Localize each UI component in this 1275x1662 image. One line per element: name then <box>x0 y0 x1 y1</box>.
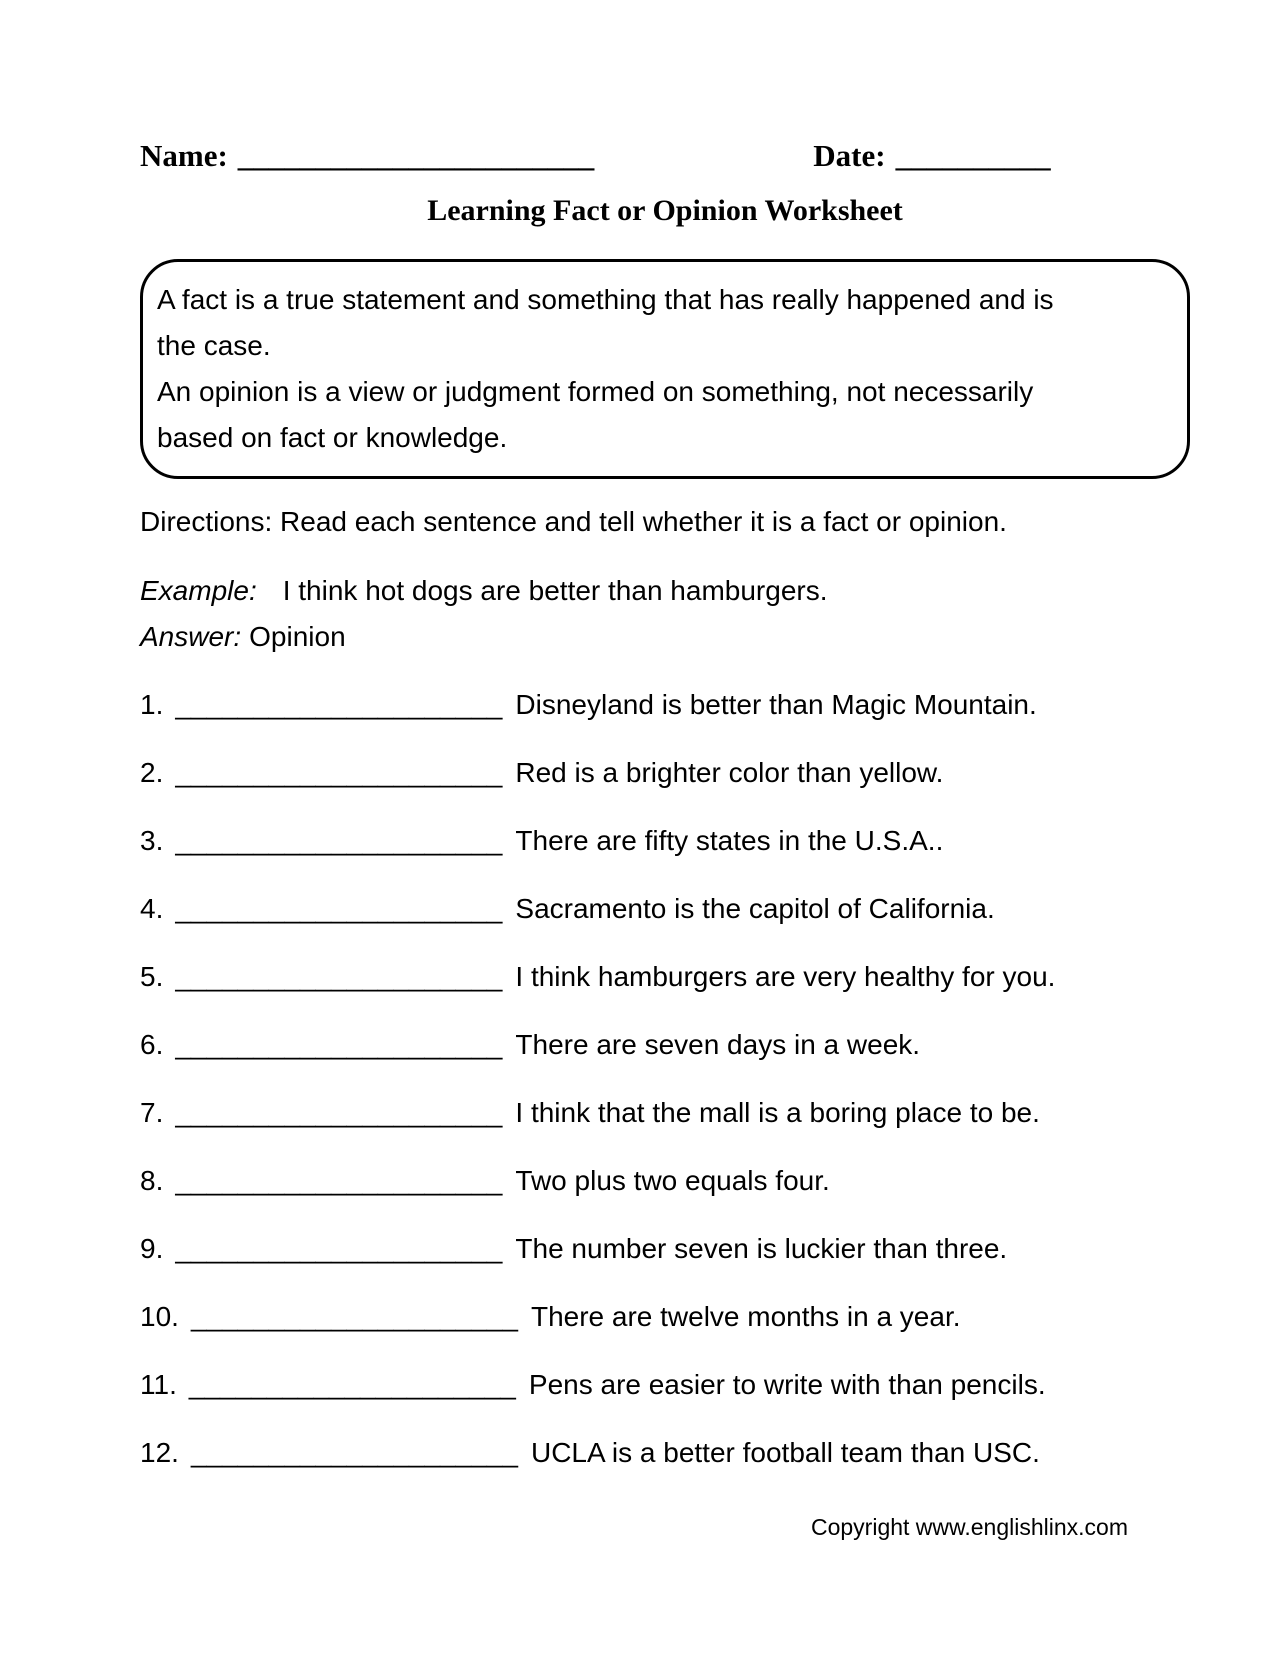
worksheet-item <box>140 1368 1190 1402</box>
item-sentence: I think that the mall is a boring place to be. <box>515 1097 1040 1128</box>
page-title: Learning Fact or Opinion Worksheet <box>427 194 903 227</box>
worksheet-item <box>140 1300 1190 1334</box>
item-number: 4. <box>140 893 164 924</box>
answer-blank[interactable]: _____________________ <box>175 825 503 856</box>
item-number: 12. <box>140 1437 179 1468</box>
answer-row <box>140 620 1190 654</box>
answer-blank[interactable]: _____________________ <box>175 1233 503 1264</box>
item-number: 9. <box>140 1233 164 1264</box>
item-sentence: UCLA is a better football team than USC. <box>530 1437 1040 1468</box>
worksheet-item <box>140 688 1190 722</box>
answer-blank[interactable]: _____________________ <box>175 1029 503 1060</box>
answer-blank[interactable]: _____________________ <box>175 961 503 992</box>
answer-blank[interactable]: _____________________ <box>175 893 503 924</box>
date-group <box>813 138 1050 174</box>
footer <box>140 1514 1190 1541</box>
answer-blank[interactable]: _____________________ <box>175 1165 503 1196</box>
item-sentence: Pens are easier to write with than pencils. <box>528 1369 1046 1400</box>
item-sentence: Sacramento is the capitol of California. <box>515 893 995 924</box>
item-sentence: The number seven is luckier than three. <box>515 1233 1008 1264</box>
definition-line: An opinion is a view or judgment formed on something, not necessarily <box>157 376 1034 407</box>
item-sentence: There are fifty states in the U.S.A.. <box>515 825 944 856</box>
example-text: I think hot dogs are better than hamburgers. <box>282 575 828 606</box>
worksheet-item <box>140 892 1190 926</box>
answer-blank[interactable]: _____________________ <box>190 1301 518 1332</box>
worksheet-items <box>140 688 1190 1470</box>
answer-text: Opinion <box>249 621 346 652</box>
example-label: Example: <box>140 575 257 606</box>
item-number: 7. <box>140 1097 164 1128</box>
item-sentence: Disneyland is better than Magic Mountain. <box>515 689 1037 720</box>
answer-blank[interactable]: _____________________ <box>175 1097 503 1128</box>
date-label: Date: <box>813 138 886 173</box>
answer-label: Answer: <box>140 621 242 652</box>
worksheet-item <box>140 756 1190 790</box>
definition-line: the case. <box>157 330 271 361</box>
date-blank[interactable]: __________ <box>895 138 1051 173</box>
item-number: 1. <box>140 689 164 720</box>
worksheet-item <box>140 824 1190 858</box>
worksheet-item <box>140 1028 1190 1062</box>
answer-blank[interactable]: _____________________ <box>175 757 503 788</box>
definition-line: based on fact or knowledge. <box>157 422 508 453</box>
copyright-text: Copyright www.englishlinx.com <box>810 1514 1128 1540</box>
answer-blank[interactable]: _____________________ <box>175 689 503 720</box>
worksheet-item <box>140 1436 1190 1470</box>
item-sentence: I think hamburgers are very healthy for you. <box>515 961 1056 992</box>
worksheet-item <box>140 1164 1190 1198</box>
name-label: Name: <box>140 138 228 173</box>
item-number: 2. <box>140 757 164 788</box>
example-row <box>140 574 1190 608</box>
item-number: 10. <box>140 1301 179 1332</box>
item-sentence: There are seven days in a week. <box>515 1029 921 1060</box>
item-sentence: Two plus two equals four. <box>515 1165 830 1196</box>
answer-blank[interactable]: _____________________ <box>188 1369 516 1400</box>
item-number: 8. <box>140 1165 164 1196</box>
answer-blank[interactable]: _____________________ <box>190 1437 518 1468</box>
item-sentence: Red is a brighter color than yellow. <box>515 757 944 788</box>
item-number: 3. <box>140 825 164 856</box>
worksheet-item <box>140 1096 1190 1130</box>
definition-line: A fact is a true statement and something that has really happened and is <box>157 284 1054 315</box>
item-sentence: There are twelve months in a year. <box>530 1301 961 1332</box>
directions-text: Directions: Read each sentence and tell whether it is a fact or opinion. <box>140 506 1007 537</box>
worksheet-item <box>140 1232 1190 1266</box>
header <box>140 138 1190 174</box>
item-number: 6. <box>140 1029 164 1060</box>
definition-box <box>140 259 1190 479</box>
item-number: 5. <box>140 961 164 992</box>
item-number: 11. <box>140 1369 177 1400</box>
name-blank[interactable]: _______________________ <box>237 138 595 173</box>
worksheet-item <box>140 960 1190 994</box>
